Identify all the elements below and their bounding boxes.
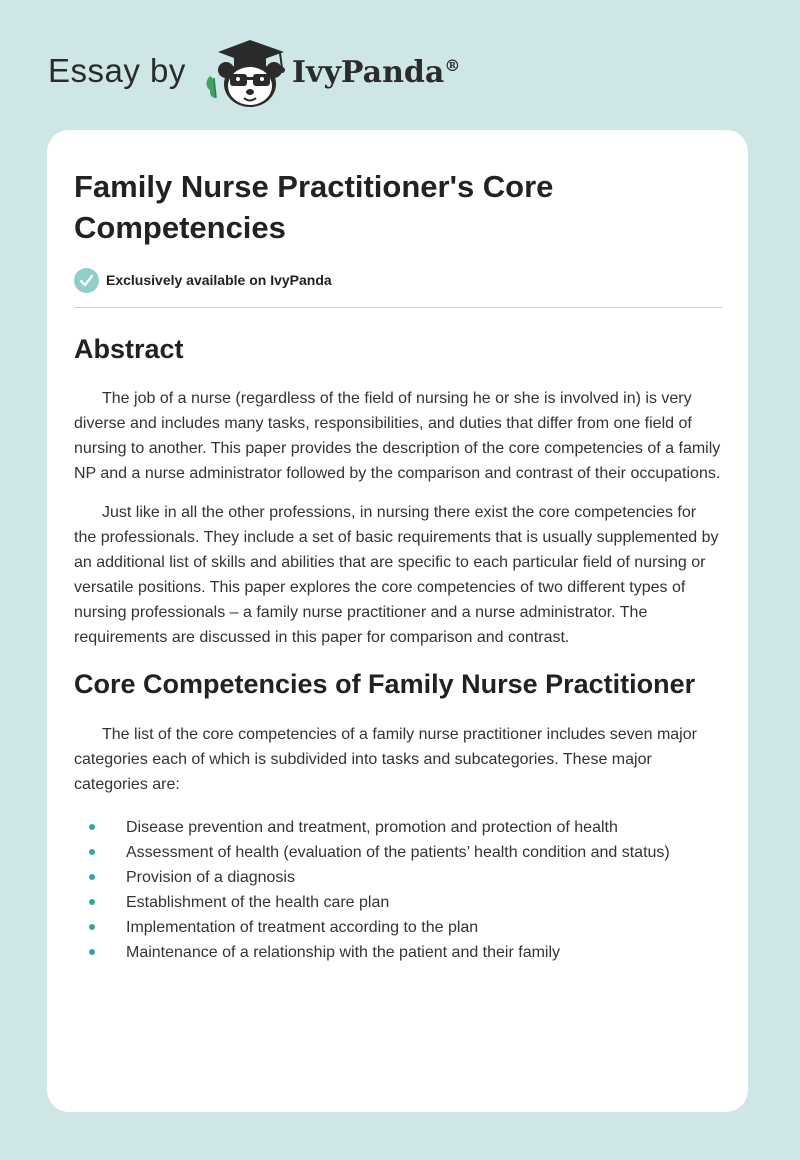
list-item (74, 815, 722, 840)
list-item-text: Establishment of the health care plan (126, 894, 390, 911)
brand-prefix: Essay by (48, 52, 186, 89)
list-item-text: Provision of a diagnosis (126, 869, 295, 886)
list-item (74, 940, 722, 965)
article-title: Family Nurse Practitioner's Core Competencies (74, 169, 554, 245)
bullet-icon (89, 949, 95, 955)
section-heading-core-competencies: Core Competencies of Family Nurse Practitioner (74, 669, 696, 699)
article-card (47, 130, 748, 1112)
abstract-paragraph-1: The job of a nurse (regardless of the field of nursing he or she is involved in) is very diverse and includes many tasks, responsibilities, and duties that differ from one field of nursing to another. This paper provides the description of the core competencies of a family NP and a nurse administrator followed by the comparison and contrast of their occupations. (74, 390, 721, 482)
list-item (74, 865, 722, 890)
list-item-text: Implementation of treatment according to the plan (126, 919, 479, 936)
brand-name-text: IvyPanda (292, 55, 445, 90)
list-item (74, 915, 722, 940)
list-item (74, 840, 722, 865)
list-item (74, 890, 722, 915)
list-item-text: Maintenance of a relationship with the patient and their family (126, 944, 561, 961)
bullet-icon (89, 874, 95, 880)
panda-graduate-icon[interactable] (200, 36, 292, 110)
abstract-paragraph-2: Just like in all the other professions, in nursing there exist the core competencies for the professionals. They include a set of basic requirements that is usually supplemented by an additional list of skills and abilities that are specific to each particular field of nursing or versatile positions. This paper explores the core competencies of two different types of nursing professionals – a family nurse practitioner and a nurse administrator. The requirements are discussed in this paper for comparison and contrast. (74, 504, 719, 646)
site-header (0, 0, 800, 130)
bullet-icon (89, 849, 95, 855)
list-item-text: Assessment of health (evaluation of the patients’ health condition and status) (126, 844, 670, 861)
section-heading-abstract: Abstract (74, 334, 184, 364)
exclusive-label: Exclusively available on IvyPanda (106, 272, 332, 288)
bullet-icon (89, 899, 95, 905)
bullet-icon (89, 924, 95, 930)
bullet-icon (89, 824, 95, 830)
check-icon (74, 268, 99, 293)
registered-mark: ® (444, 56, 461, 75)
core-paragraph-1: The list of the core competencies of a family nurse practitioner includes seven major categories each of which is subdivided into tasks and subcategories. These major categories are: (74, 726, 697, 793)
exclusive-badge (74, 266, 722, 294)
brand-name[interactable] (292, 55, 460, 90)
competency-list (74, 815, 722, 965)
divider (74, 307, 722, 308)
list-item-text: Disease prevention and treatment, promotion and protection of health (126, 819, 618, 836)
